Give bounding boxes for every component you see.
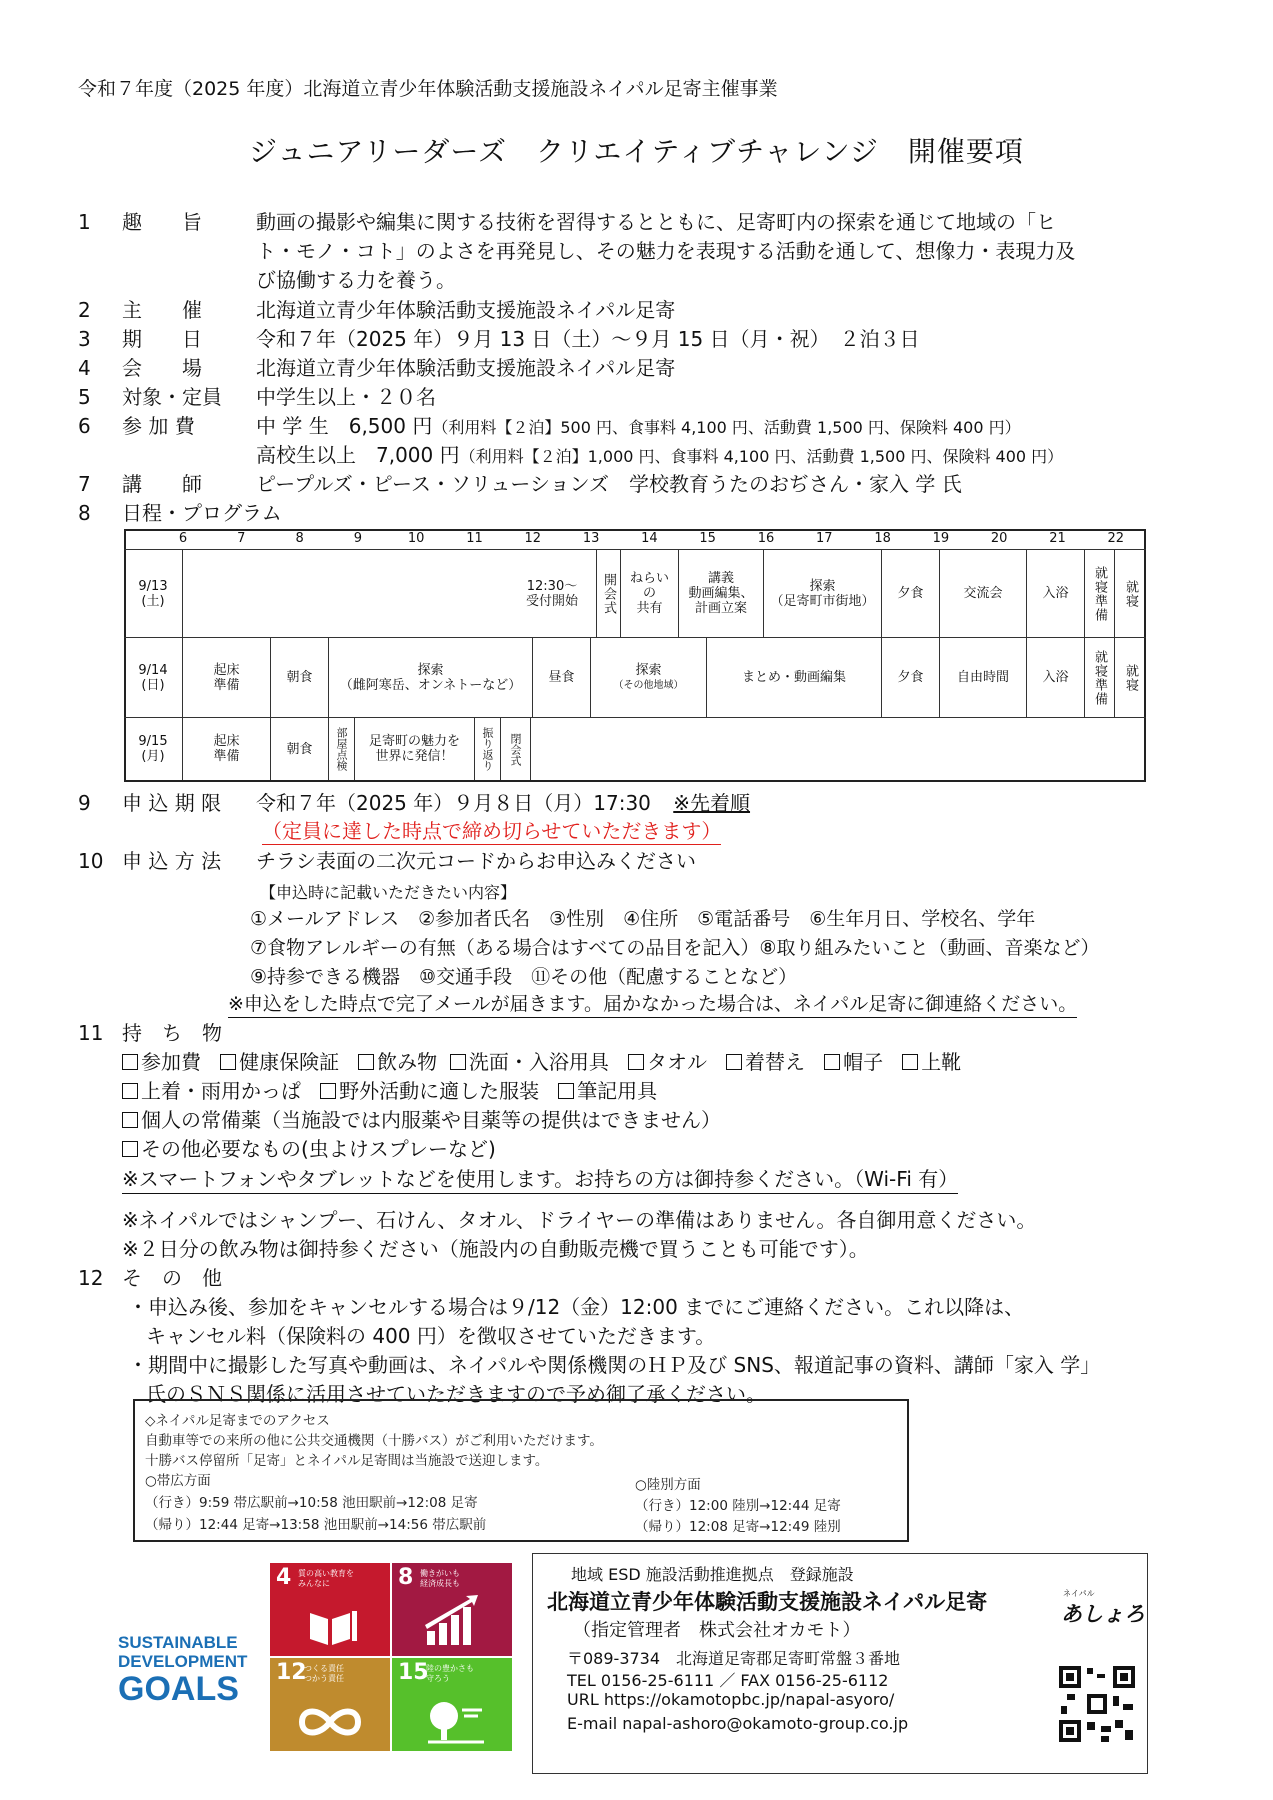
section-8-num: 8: [78, 501, 91, 525]
checkbox-icon: [726, 1054, 742, 1070]
schedule-hour-label: 13: [582, 531, 600, 546]
day1-aim: ねらい の 共有: [621, 550, 679, 637]
access-obihiro-back: （帰り）12:44 足寄→13:58 池田駅前→14:56 帯広駅前: [145, 1517, 487, 1533]
header-text: 令和７年度（2025 年度）北海道立青少年体験活動支援施設ネイパル足寄主催事業: [78, 78, 778, 100]
section-7-label: 講 師: [122, 472, 202, 496]
day2-explore-2-sub: （その他地域）: [613, 679, 684, 691]
other-bullet-1a: ・申込み後、参加をキャンセルする場合は９/12（金）12:00 までにご連絡ください。これ以降は、: [128, 1295, 1025, 1319]
day3-breakfast: 朝食: [271, 718, 329, 780]
access-rikubetsu: ○陸別方面: [635, 1477, 701, 1493]
sdg-goal-4: 4 質の高い教育を みんなに: [270, 1563, 390, 1656]
day2-dinner: 夕食: [882, 638, 940, 717]
section-1-num: 1: [78, 210, 91, 234]
day1-bath: 入浴: [1027, 550, 1085, 637]
schedule-hour-label: 10: [407, 531, 425, 546]
schedule-hour-label: 9: [353, 531, 363, 546]
schedule-hour-label: 8: [295, 531, 304, 546]
section-4-label: 会 場: [122, 356, 202, 380]
section-7-text: ピープルズ・ピース・ソリューションズ 学校教育うたのおぢさん・家入 学 氏: [256, 472, 962, 496]
checkbox-icon: [220, 1054, 236, 1070]
section-5-num: 5: [78, 385, 91, 409]
schedule-hour-label: 16: [757, 531, 775, 546]
section-1-label: 趣 旨: [122, 210, 202, 234]
item-hat: 帽子: [824, 1050, 883, 1074]
day2-explore-1: 探索 （雌阿寒岳、オンネトーなど）: [329, 638, 533, 717]
facility-email[interactable]: E-mail napal-ashoro@okamoto-group.co.jp: [567, 1714, 909, 1733]
section-6-label: 参 加 費: [122, 414, 195, 438]
schedule-hour-label: 21: [1049, 531, 1066, 546]
apply-items-2: ⑦食物アレルギーの有無（ある場合はすべての品目を記入）⑧取り組みたいこと（動画、音楽など）: [250, 937, 1100, 959]
item-toiletries: 洗面・入浴用具: [450, 1050, 609, 1074]
facility-manager: （指定管理者 株式会社オカモト）: [573, 1620, 861, 1641]
day2-wake: 起床 準備: [183, 638, 271, 717]
items-row-1: [122, 1048, 961, 1077]
day2-prep: 就寝準備: [1085, 638, 1115, 717]
section-2-label: 主 催: [122, 298, 202, 322]
access-obihiro: ○帯広方面: [145, 1473, 211, 1489]
day3-wake: 起床 準備: [183, 718, 271, 780]
other-bullet-2a: ・期間中に撮影した写真や動画は、ネイパルや関係機関のＨＰ及び SNS、報道記事の資料、講師「家入 学」: [128, 1353, 1101, 1377]
access-box: [133, 1399, 909, 1542]
day2-summary: まとめ・動画編集: [707, 638, 882, 717]
day3-presentation: 足寄町の魅力を 世界に発信！: [355, 718, 475, 780]
access-obihiro-go: （行き）9:59 帯広駅前→10:58 池田駅前→12:08 足寄: [145, 1495, 478, 1511]
tree-icon: [392, 1658, 512, 1751]
other-bullet-1b: キャンセル料（保険料の 400 円）を徴収させていただきます。: [146, 1324, 716, 1348]
item-clothes: 着替え: [726, 1050, 805, 1074]
item-towel: タオル: [628, 1050, 707, 1074]
apply-items-1: ①メールアドレス ②参加者氏名 ③性別 ④住所 ⑤電話番号 ⑥生年月日、学校名、学年: [250, 908, 1036, 930]
fee-senior-detail: （利用料【２泊】1,000 円、食事料 4,100 円、活動費 1,500 円、保険料 400 円）: [459, 447, 1064, 466]
day3-closing: 閉会式: [501, 718, 531, 780]
schedule-hour-label: 7: [237, 531, 246, 546]
schedule-hour-label: 22: [1107, 531, 1125, 546]
apply-sub: 【申込時に記載いただきたい内容】: [260, 883, 517, 902]
section-12-num: 12: [78, 1266, 104, 1290]
items-note-1: ※スマートフォンやタブレットなどを使用します。お持ちの方は御持参ください。（Wi-Fi 有）: [122, 1166, 958, 1194]
fee-junior-main: 中 学 生 6,500 円: [256, 414, 433, 438]
checkbox-icon: [122, 1054, 138, 1070]
fee-senior-main: 高校生以上 7,000 円: [256, 443, 460, 467]
facility-tag: 地域 ESD 施設活動推進拠点 登録施設: [571, 1565, 854, 1584]
item-fee: 参加費: [122, 1050, 201, 1074]
section-4-num: 4: [78, 356, 91, 380]
item-raincoat: 上着・雨用かっぱ: [122, 1079, 301, 1103]
day1-opening: 開会式: [597, 550, 621, 637]
apply-method: チラシ表面の二次元コードからお申込みください: [256, 849, 696, 873]
section-2-num: 2: [78, 298, 91, 322]
apply-items-3: ⑨持参できる機器 ⑩交通手段 ⑪その他（配慮することなど）: [250, 966, 798, 988]
day2-bath: 入浴: [1027, 638, 1085, 717]
deadline-red-note: （定員に達した時点で締め切らせていただきます）: [262, 819, 722, 843]
checkbox-icon: [122, 1083, 138, 1099]
schedule-hour-label: 18: [874, 531, 891, 546]
item-insurance: 健康保険証: [220, 1050, 339, 1074]
section-10-num: 10: [78, 849, 104, 873]
item-outdoor-clothes: 野外活動に適した服装: [320, 1079, 539, 1103]
section-9-label: 申 込 期 限: [122, 791, 222, 815]
sdg-goal-15: 15 陸の豊かさも 守ろう: [392, 1658, 512, 1751]
facility-address: 〒089-3734 北海道足寄郡足寄町常盤３番地: [567, 1649, 901, 1668]
schedule-hour-label: 19: [932, 531, 950, 546]
day3-date: 9/15 (月): [124, 718, 183, 780]
fee-junior-detail: （利用料【２泊】500 円、食事料 4,100 円、活動費 1,500 円、保険料 400 円）: [432, 418, 1021, 437]
schedule-hour-label: 15: [699, 531, 716, 546]
section-3-label: 期 日: [122, 327, 202, 351]
items-note-2: ※ネイパルではシャンプー、石けん、タオル、ドライヤーの準備はありません。各自御用意ください。: [122, 1208, 1037, 1232]
checkbox-icon: [902, 1054, 918, 1070]
schedule-hour-label: 20: [990, 531, 1008, 546]
day2-date: 9/14 (日): [124, 638, 183, 717]
day2-explore-2-title: 探索: [635, 662, 662, 678]
checkbox-icon: [320, 1083, 336, 1099]
qr-code-icon[interactable]: [1057, 1664, 1137, 1744]
sdgs-logo: [118, 1633, 247, 1707]
section-11-label: 持 ち 物: [122, 1021, 222, 1045]
item-drinks: 飲み物: [358, 1050, 437, 1074]
sdg-goal-12: 12 つくる責任 つかう責任: [270, 1658, 390, 1751]
fee-junior: [256, 412, 1021, 442]
day1-party: 交流会: [940, 550, 1027, 637]
day2-free-time: 自由時間: [940, 638, 1027, 717]
item-stationery: 筆記用具: [558, 1079, 657, 1103]
day2-sleep: 就寝: [1123, 663, 1138, 692]
access-line-1: 自動車等での来所の他に公共交通機関（十勝バス）がご利用いただけます。: [145, 1433, 603, 1449]
checkbox-icon: [122, 1112, 138, 1128]
sdgs-logo-line-3: GOALS: [118, 1670, 239, 1708]
day2-lunch: 昼食: [533, 638, 591, 717]
section-1-line-1: 動画の撮影や編集に関する技術を習得するとともに、足寄町内の探索を通じて地域の「ヒ: [256, 210, 1056, 234]
checkbox-icon: [628, 1054, 644, 1070]
items-row-4: その他必要なもの(虫よけスプレーなど): [122, 1135, 496, 1164]
sdgs-logo-line-2: DEVELOPMENT: [118, 1652, 248, 1671]
checkbox-icon: [824, 1054, 840, 1070]
items-row-2: [122, 1077, 657, 1106]
section-4-text: 北海道立青少年体験活動支援施設ネイパル足寄: [256, 356, 676, 380]
section-3-num: 3: [78, 327, 91, 351]
facility-logo: あしょろ: [1061, 1602, 1145, 1626]
items-note-3: ※２日分の飲み物は御持参ください（施設内の自動販売機で買うことも可能です）。: [122, 1237, 869, 1261]
section-3-text: 令和７年（2025 年）９月 13 日（土）～９月 15 日（月・祝） ２泊３日: [256, 327, 920, 351]
checkbox-icon: [358, 1054, 374, 1070]
day1-prep: 就寝準備: [1085, 550, 1115, 637]
day2-breakfast: 朝食: [271, 638, 329, 717]
day1-explore: 探索 （足寄町市街地）: [764, 550, 882, 637]
item-indoor-shoes: 上靴: [902, 1050, 961, 1074]
access-rikubetsu-back: （帰り）12:08 足寄→12:49 陸別: [635, 1519, 841, 1535]
facility-url[interactable]: URL https://okamotopbc.jp/napal-asyoro/: [567, 1690, 895, 1709]
day1-dinner: 夕食: [882, 550, 940, 637]
day1-date: 9/13 (土): [124, 550, 183, 637]
access-line-2: 十勝バス停留所「足寄」とネイパル足寄間は当施設で送迎します。: [145, 1453, 549, 1469]
section-5-text: 中学生以上・２０名: [256, 385, 436, 409]
schedule-hour-label: 14: [641, 531, 658, 546]
sdgs-logo-line-1: SUSTAINABLE: [118, 1633, 238, 1652]
day3-review: 振り返り: [475, 718, 501, 780]
facility-name: 北海道立青少年体験活動支援施設ネイパル足寄: [547, 1590, 988, 1614]
facility-box: [532, 1553, 1148, 1774]
checkbox-icon: [450, 1054, 466, 1070]
section-9-num: 9: [78, 791, 91, 815]
section-8-label: 日程・プログラム: [122, 501, 282, 525]
sdg-goal-8: 8 働きがいも 経済成長も: [392, 1563, 512, 1656]
section-10-label: 申 込 方 法: [122, 849, 222, 873]
day3-room-check: 部屋点検: [329, 718, 355, 780]
section-11-num: 11: [78, 1021, 104, 1045]
page-title: ジュニアリーダーズ クリエイティブチャレンジ 開催要項: [249, 135, 1024, 168]
day1-lecture: 講義 動画編集、 計画立案: [679, 550, 764, 637]
day2-explore-2: [591, 638, 707, 717]
book-icon: [270, 1563, 390, 1656]
deadline-note: ※先着順: [673, 791, 751, 815]
section-7-num: 7: [78, 472, 91, 496]
checkbox-icon: [558, 1083, 574, 1099]
growth-chart-icon: [392, 1563, 512, 1656]
apply-note: ※申込をした時点で完了メールが届きます。届かなかった場合は、ネイパル足寄に御連絡ください。: [228, 992, 1077, 1018]
items-row-3: 個人の常備薬（当施設では内服薬や目薬等の提供はできません）: [122, 1106, 721, 1135]
access-rikubetsu-go: （行き）12:00 陸別→12:44 足寄: [635, 1498, 841, 1514]
infinity-icon: [270, 1658, 390, 1751]
facility-phone: TEL 0156-25-6111 ／ FAX 0156-25-6112: [567, 1671, 889, 1690]
checkbox-icon: [122, 1141, 138, 1157]
other-bullet-2b: 氏のＳＮＳ関係に活用させていただきますので予め御了承ください。: [146, 1382, 766, 1406]
schedule-hour-label: 11: [466, 531, 483, 546]
section-2-text: 北海道立青少年体験活動支援施設ネイパル足寄: [256, 298, 676, 322]
section-6-num: 6: [78, 414, 91, 438]
schedule-hour-label: 6: [178, 531, 188, 546]
section-12-label: そ の 他: [122, 1266, 222, 1290]
access-title: ◇ネイパル足寄までのアクセス: [145, 1413, 330, 1429]
deadline: [256, 789, 750, 818]
day1-reception: 12:30～ 受付開始: [183, 550, 597, 637]
deadline-text: 令和７年（2025 年）９月８日（月）17:30: [256, 791, 651, 815]
schedule-hour-label: 12: [524, 531, 542, 546]
day1-sleep: 就寝: [1123, 579, 1138, 608]
facility-logo-small: ネイパル: [1063, 1589, 1095, 1598]
section-1-line-3: び協働する力を養う。: [256, 268, 456, 292]
schedule-hour-label: 17: [816, 531, 833, 546]
fee-senior: [256, 441, 1063, 471]
section-1-line-2: ト・モノ・コト」のよさを再発見し、その魅力を表現する活動を通して、想像力・表現力及: [256, 239, 1076, 263]
section-5-label: 対象・定員: [122, 385, 222, 409]
